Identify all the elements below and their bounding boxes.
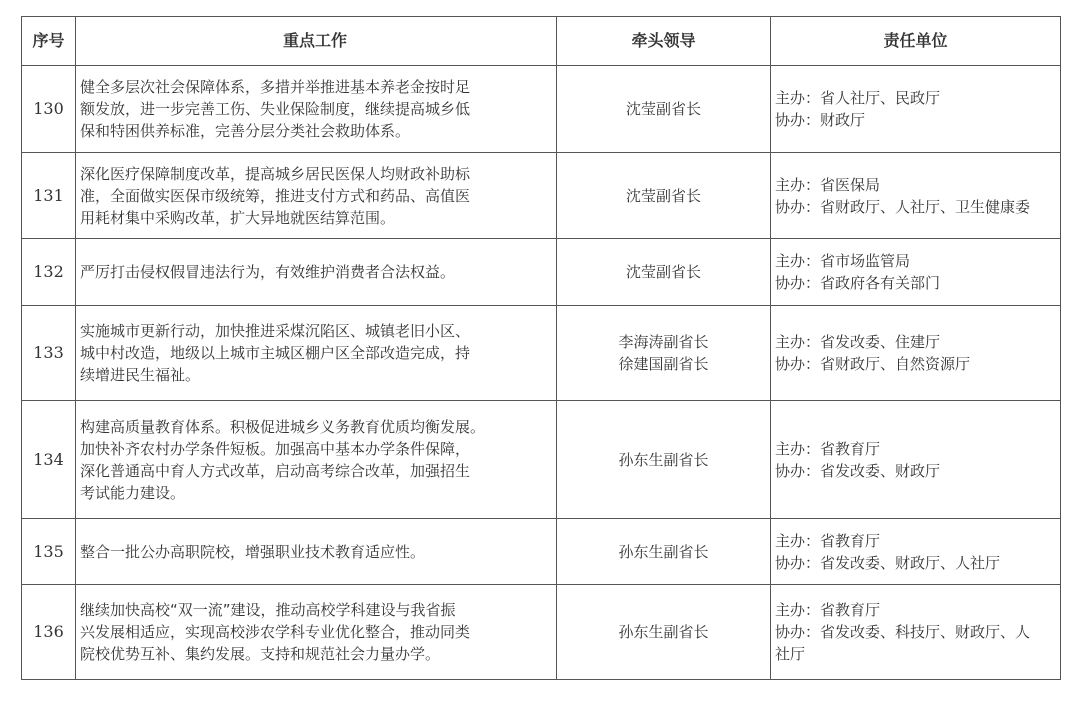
header-responsible-unit: 责任单位 bbox=[771, 17, 1061, 66]
key-work-cell-line: 继续加快高校“双一流”建设，推动高校学科建设与我省振 bbox=[80, 601, 456, 619]
key-work-cell-line: 续增进民生福祉。 bbox=[80, 366, 201, 384]
key-work-cell-line: 准，全面做实医保市级统筹，推进支付方式和药品、高值医 bbox=[80, 186, 471, 205]
responsible-unit-cell-line: 主办：省医保局 bbox=[775, 175, 881, 194]
header-key-work: 重点工作 bbox=[76, 17, 557, 66]
lead-official-cell-line: 孙东生副省长 bbox=[618, 542, 709, 561]
lead-official-cell-line: 沈莹副省长 bbox=[625, 263, 701, 281]
header-serial-number: 序号 bbox=[22, 17, 76, 66]
key-work-cell bbox=[76, 585, 557, 680]
key-work-cell bbox=[76, 239, 557, 306]
lead-official-cell-line: 孙东生副省长 bbox=[618, 450, 709, 469]
responsible-unit-cell-line: 协办：省财政厅、自然资源厅 bbox=[775, 355, 971, 373]
responsible-unit-cell bbox=[771, 66, 1061, 153]
key-work-cell-line: 考试能力建设。 bbox=[80, 483, 186, 502]
responsible-unit-cell bbox=[771, 519, 1061, 585]
key-work-cell bbox=[76, 66, 557, 153]
key-work-cell-line: 城中村改造，地级以上城市主城区棚户区全部改造完成，持 bbox=[80, 344, 471, 362]
lead-official-cell bbox=[557, 66, 771, 153]
lead-official-cell bbox=[557, 519, 771, 585]
lead-official-cell bbox=[557, 306, 771, 401]
lead-official-cell-line: 孙东生副省长 bbox=[618, 623, 709, 641]
responsible-unit-cell-line: 主办：省人社厅、民政厅 bbox=[775, 89, 941, 107]
serial-number-cell: 135 bbox=[22, 519, 76, 585]
lead-official-cell bbox=[557, 153, 771, 239]
lead-official-cell bbox=[557, 585, 771, 680]
responsible-unit-cell bbox=[771, 239, 1061, 306]
lead-official-cell-line: 沈莹副省长 bbox=[625, 100, 701, 118]
key-work-cell-line: 构建高质量教育体系。积极促进城乡义务教育优质均衡发展。 bbox=[80, 417, 486, 436]
key-work-cell bbox=[76, 519, 557, 585]
responsible-unit-cell bbox=[771, 306, 1061, 401]
responsible-unit-cell-line: 主办：省发改委、住建厅 bbox=[775, 333, 941, 351]
table-row bbox=[22, 239, 1061, 306]
table-row bbox=[22, 401, 1061, 519]
responsible-unit-cell-line: 协办：省发改委、财政厅、人社厅 bbox=[775, 553, 1001, 572]
table-row bbox=[22, 66, 1061, 153]
lead-official-cell-line: 李海涛副省长 bbox=[618, 333, 709, 351]
responsible-unit-cell-line: 主办：省教育厅 bbox=[775, 531, 881, 550]
table-header-row bbox=[22, 17, 1061, 66]
serial-number-cell: 134 bbox=[22, 401, 76, 519]
responsible-unit-cell-line: 主办：省教育厅 bbox=[775, 601, 881, 619]
responsible-unit-cell-line: 协办：省发改委、财政厅 bbox=[775, 461, 941, 480]
table-row bbox=[22, 519, 1061, 585]
table-row bbox=[22, 306, 1061, 401]
key-work-cell-line: 兴发展相适应，实现高校涉农学科专业优化整合，推动同类 bbox=[80, 623, 471, 641]
key-work-cell-line: 用耗材集中采购改革，扩大异地就医结算范围。 bbox=[80, 208, 396, 227]
responsible-unit-cell-line: 主办：省市场监管局 bbox=[775, 252, 911, 270]
lead-official-cell bbox=[557, 239, 771, 306]
key-work-cell-line: 实施城市更新行动，加快推进采煤沉陷区、城镇老旧小区、 bbox=[80, 322, 471, 340]
responsible-unit-cell bbox=[771, 585, 1061, 680]
key-work-cell-line: 加快补齐农村办学条件短板。加强高中基本办学条件保障， bbox=[80, 439, 471, 458]
responsible-unit-cell-line: 主办：省教育厅 bbox=[775, 439, 881, 458]
responsible-unit-cell-line: 协办：省政府各有关部门 bbox=[775, 274, 941, 292]
key-work-cell-line: 保和特困供养标准，完善分层分类社会救助体系。 bbox=[80, 122, 411, 140]
key-work-cell-line: 深化普通高中育人方式改革，启动高考综合改革，加强招生 bbox=[80, 461, 471, 480]
key-work-cell-line: 院校优势互补、集约发展。支持和规范社会力量办学。 bbox=[80, 645, 441, 663]
serial-number-cell: 130 bbox=[22, 66, 76, 153]
table-row bbox=[22, 153, 1061, 239]
key-work-cell bbox=[76, 401, 557, 519]
key-work-cell-line: 额发放，进一步完善工伤、失业保险制度，继续提高城乡低 bbox=[80, 100, 471, 118]
serial-number-cell: 131 bbox=[22, 153, 76, 239]
lead-official-cell bbox=[557, 401, 771, 519]
key-work-cell-line: 健全多层次社会保障体系，多措并举推进基本养老金按时足 bbox=[80, 78, 471, 96]
key-work-cell bbox=[76, 153, 557, 239]
lead-official-cell-line: 沈莹副省长 bbox=[625, 186, 701, 205]
serial-number-cell: 133 bbox=[22, 306, 76, 401]
responsible-unit-cell-line: 协办：省发改委、科技厅、财政厅、人 bbox=[775, 623, 1031, 641]
serial-number-cell: 136 bbox=[22, 585, 76, 680]
responsible-unit-cell bbox=[771, 153, 1061, 239]
header-lead-official: 牵头领导 bbox=[557, 17, 771, 66]
responsible-unit-cell bbox=[771, 401, 1061, 519]
key-work-cell-line: 整合一批公办高职院校，增强职业技术教育适应性。 bbox=[80, 542, 426, 561]
responsible-unit-cell-line: 协办：财政厅 bbox=[775, 111, 866, 129]
responsible-unit-cell-line: 社厅 bbox=[775, 645, 806, 663]
key-work-table bbox=[21, 16, 1061, 680]
lead-official-cell-line: 徐建国副省长 bbox=[618, 355, 709, 373]
key-work-cell-line: 深化医疗保障制度改革，提高城乡居民医保人均财政补助标 bbox=[80, 164, 471, 183]
responsible-unit-cell-line: 协办：省财政厅、人社厅、卫生健康委 bbox=[775, 197, 1031, 216]
key-work-cell bbox=[76, 306, 557, 401]
table-row bbox=[22, 585, 1061, 680]
serial-number-cell: 132 bbox=[22, 239, 76, 306]
key-work-cell-line: 严厉打击侵权假冒违法行为，有效维护消费者合法权益。 bbox=[80, 263, 456, 281]
